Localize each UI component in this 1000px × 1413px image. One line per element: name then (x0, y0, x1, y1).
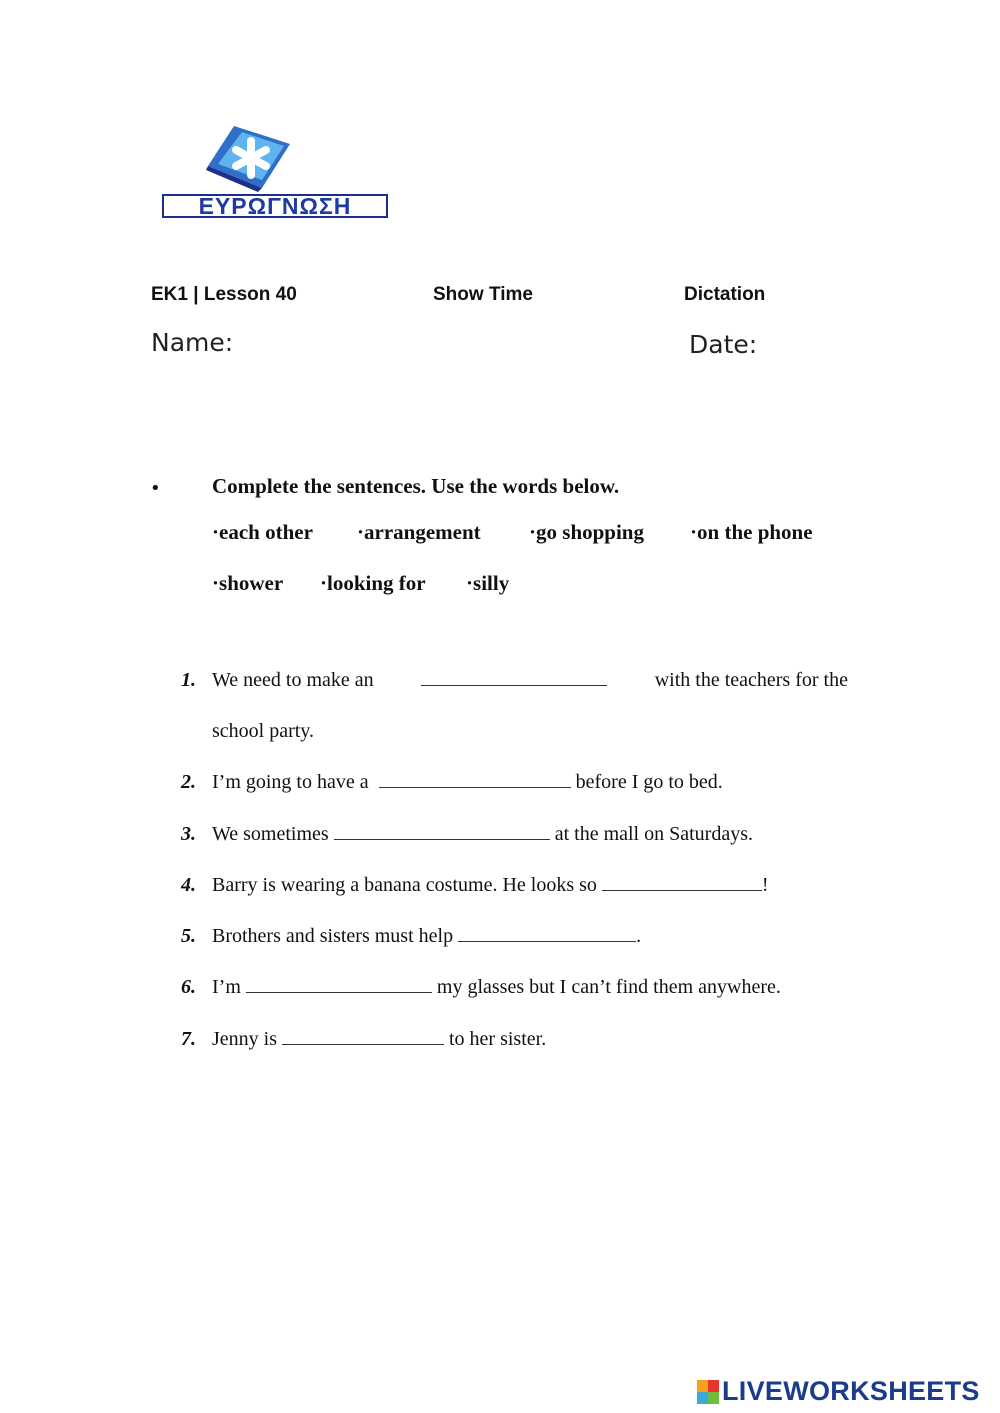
question-number: 1. (181, 669, 196, 691)
liveworksheets-badge-icon (697, 1380, 719, 1404)
activity-type: Dictation (684, 284, 766, 305)
company-logo (162, 124, 392, 224)
bullet-icon: • (150, 478, 161, 499)
answer-blank-2[interactable] (379, 771, 571, 788)
question-number: 2. (181, 771, 196, 793)
word-bank-item: ·on the phone (690, 520, 813, 544)
logo-wordmark: ΕΥΡΩΓΝΩΣΗ (162, 194, 388, 218)
answer-blank-3[interactable] (334, 823, 550, 840)
question-1-continuation: school party. (212, 720, 315, 742)
question-2: I’m going to have a before I go to bed. (212, 771, 723, 793)
logo-star-icon (162, 124, 392, 196)
lesson-title: Show Time (433, 284, 533, 305)
name-label: Name: (151, 328, 234, 357)
question-number: 5. (181, 925, 196, 947)
date-label: Date: (689, 330, 758, 359)
word-bank-item: ·go shopping (529, 520, 644, 544)
question-number: 6. (181, 976, 196, 998)
question-3: We sometimes at the mall on Saturdays. (212, 823, 753, 845)
question-5: Brothers and sisters must help . (212, 925, 642, 947)
question-1: We need to make an with the teachers for the (212, 669, 848, 691)
answer-blank-4[interactable] (602, 874, 762, 891)
question-6: I’m my glasses but I can’t find them anywhere. (212, 976, 781, 998)
answer-blank-1[interactable] (421, 669, 607, 686)
word-bank-item: ·shower (212, 571, 284, 595)
question-4: Barry is wearing a banana costume. He looks so ! (212, 874, 769, 896)
word-bank-item: ·each other (212, 520, 313, 544)
word-bank-item: ·silly (466, 571, 510, 595)
exercise-instruction: Complete the sentences. Use the words below. (212, 474, 620, 498)
word-bank-item: ·looking for (320, 571, 426, 595)
question-7: Jenny is to her sister. (212, 1028, 547, 1050)
word-bank-item: ·arrangement (357, 520, 481, 544)
liveworksheets-logo[interactable] (697, 1378, 980, 1405)
question-number: 4. (181, 874, 196, 896)
lesson-label: EK1 | Lesson 40 (151, 284, 297, 305)
question-number: 7. (181, 1028, 196, 1050)
answer-blank-5[interactable] (458, 925, 636, 942)
answer-blank-6[interactable] (246, 976, 432, 993)
question-number: 3. (181, 823, 196, 845)
liveworksheets-wordmark: LIVEWORKSHEETS (722, 1376, 980, 1406)
answer-blank-7[interactable] (282, 1028, 444, 1045)
